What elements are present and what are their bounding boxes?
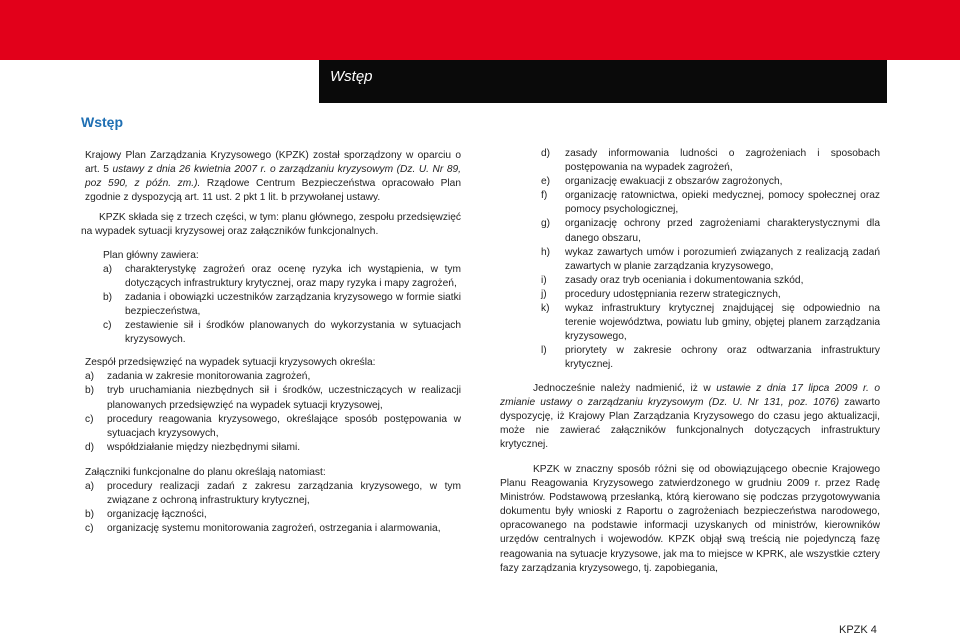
right-column: [500, 147, 880, 576]
list-item: b) tryb uruchamiania niezbędnych sił i środków, uczestniczących w realizacji planowanych przedsięwzięć na wypadek sytuacji kryzysowej,: [85, 385, 461, 411]
list-item: c) organizację systemu monitorowania zagrożeń, ostrzegania i alarmowania,: [85, 523, 441, 535]
page-number: KPZK 4: [839, 624, 877, 636]
top-banner: [0, 0, 960, 60]
annex-list-continued: [500, 147, 880, 373]
list-item: i) zasady oraz tryb oceniania i dokumentowania szkód,: [541, 274, 804, 286]
measures-heading: Zespół przedsięwzięć na wypadek sytuacji kryzysowych określa:: [85, 357, 376, 369]
intro-paragraph: Krajowy Plan Zarządzania Kryzysowego (KPZK) został sporządzony w oparciu o art. 5 ustawy z dnia 26 kwietnia 2007 r. o zarządzaniu kryzysowym (Dz. U. Nr 89, poz 590, z późn. zm.). Rządowe Centrum Bezpieczeństwa opracowało Plan zgodnie z dyspozycją art. 11 ust. 2 pkt 1 lit. b przywołanej ustawy.: [85, 150, 461, 204]
section-title: Wstęp: [81, 114, 123, 130]
annex-heading: Załączniki funkcjonalne do planu określają natomiast:: [85, 466, 326, 478]
list-item: d) zasady informowania ludności o zagrożeniach i sposobach postępowania na wypadek zagrożeń,: [541, 148, 880, 174]
annex-list: [81, 480, 461, 536]
list-item: k) wykaz infrastruktury krytycznej znajdującej się odpowiednio na terenie województwa, powiatu lub gminy, objętej planem zarządzania kryzysowego,: [541, 303, 880, 343]
list-item: g) organizację ochrony przed zagrożeniami charakterystycznymi dla danego obszaru,: [541, 218, 880, 244]
list-item: a) zadania w zakresie monitorowania zagrożeń,: [85, 371, 311, 383]
list-item: l) priorytety w zakresie ochrony oraz odtwarzania infrastruktury krytycznej.: [541, 345, 880, 371]
amendment-paragraph: Jednocześnie należy nadmienić, iż w ustawie z dnia 17 lipca 2009 r. o zmianie ustawy o zarządzaniu kryzysowym (Dz. U. Nr 131, poz. 1076) zawarto dyspozycję, iż Krajowy Plan Zarządzania Kryzysowego do czasu jego aktualizacji, może nie zawierać załączników funkcjonalnych dotyczących infrastruktury krytycznej.: [500, 382, 880, 450]
main-plan-list: [81, 263, 461, 348]
comparison-paragraph: KPZK w znaczny sposób różni się od obowiązującego obecnie Krajowego Planu Reagowania Kryzysowego zatwierdzonego w grudniu 2009 r. przez Radę Ministrów. Podstawową przesłanką, którą kierowano się podczas przygotowywania dokumentu były wnioski z Raportu o zagrożeniach bezpieczeństwa narodowego, opracowanego na podstawie informacji uzyskanych od ministrów, kierowników urzędów centralnych i wojewodów. KPZK objął swą treścią nie pojedynczą fazę reagowania na sytuacje kryzysowe, jak ma to miejsce w KPRK, ale wszystkie cztery fazy zarządzania kryzysowego, tj. zapobiegania,: [500, 463, 880, 574]
list-item: a) procedury realizacji zadań z zakresu zarządzania kryzysowego, w tym związane z ochroną infrastruktury krytycznej,: [85, 480, 461, 507]
left-column: [81, 149, 461, 536]
header-bar: [319, 60, 887, 103]
list-item: j) procedury udostępniania rezerw strategicznych,: [541, 288, 781, 300]
list-item: c) procedury reagowania kryzysowego, określające sposób postępowania w sytuacjach kryzysowych,: [85, 413, 461, 439]
list-item: h) wykaz zawartych umów i porozumień związanych z realizacją zadań zawartych w planie zarządzania kryzysowego,: [541, 246, 880, 272]
list-item: b) zadania i obowiązki uczestników zarządzania kryzysowego w formie siatki bezpieczeństwa,: [103, 291, 461, 317]
list-item: d) współdziałanie między niezbędnymi siłami.: [85, 441, 301, 453]
list-item: b) organizację łączności,: [85, 509, 207, 521]
list-item: c) zestawienie sił i środków planowanych do wykorzystania w sytuacjach kryzysowych.: [103, 320, 461, 346]
structure-paragraph: KPZK składa się z trzech części, w tym: planu głównego, zespołu przedsięwzięć na wypadek sytuacji kryzysowej oraz załączników funkcjonalnych.: [81, 212, 461, 238]
main-plan-heading: Plan główny zawiera:: [103, 249, 199, 261]
list-item: f) organizację ratownictwa, opieki medycznej, pomocy społecznej oraz pomocy psychologicznej,: [541, 190, 880, 216]
measures-list: [81, 370, 461, 455]
list-item: e) organizację ewakuacji z obszarów zagrożonych,: [541, 176, 783, 188]
header-title: Wstęp: [330, 68, 373, 85]
list-item: a) charakterystykę zagrożeń oraz ocenę ryzyka ich wystąpienia, w tym dotyczących infrastruktury krytycznej, oraz mapy ryzyka i mapy zagrożeń,: [103, 263, 461, 289]
